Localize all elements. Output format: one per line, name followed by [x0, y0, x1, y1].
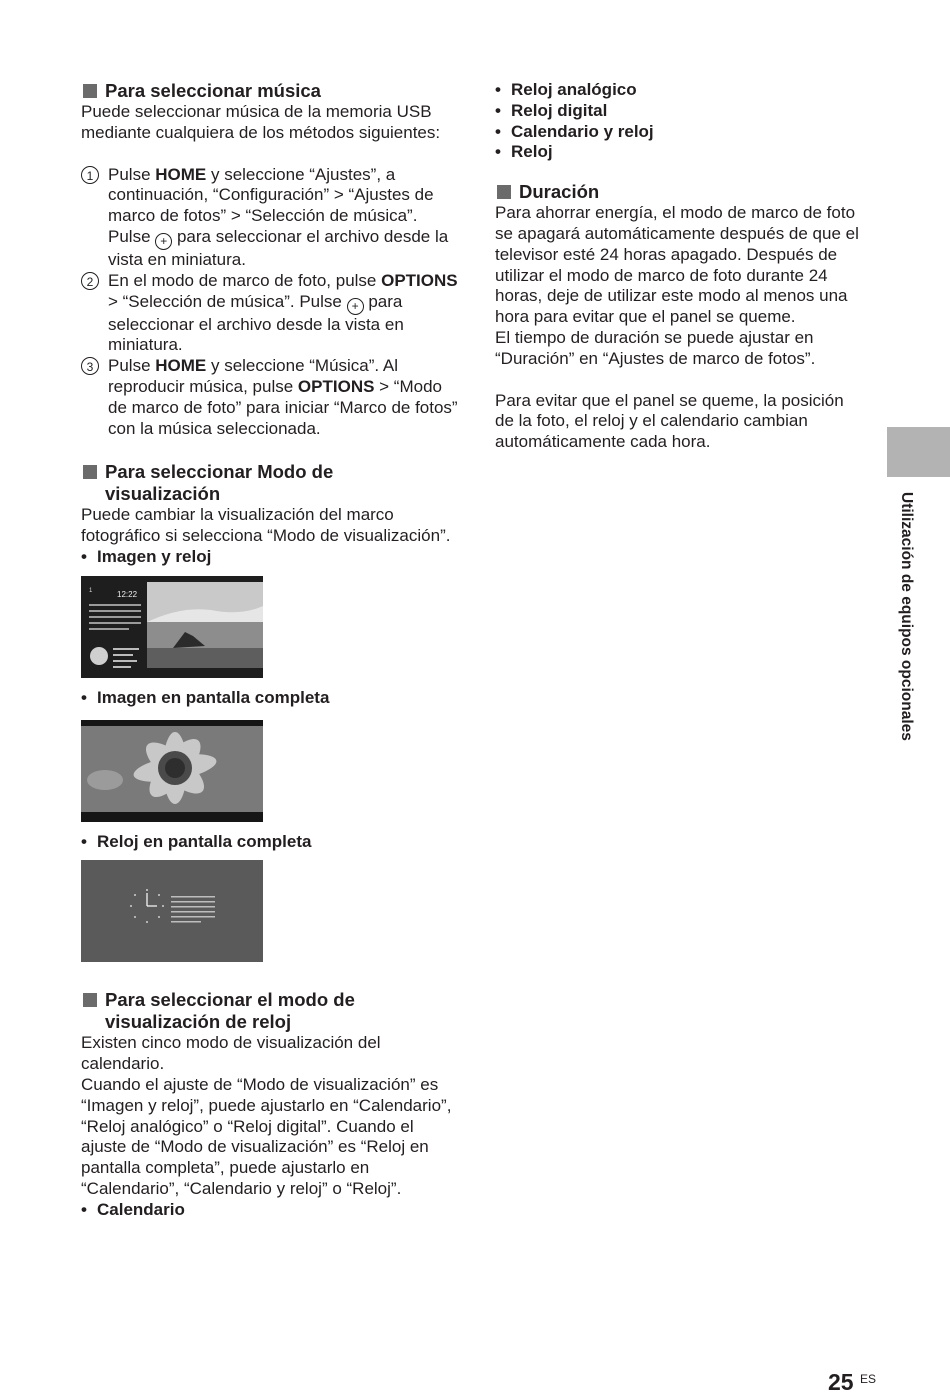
- list-item: • Reloj en pantalla completa: [81, 831, 312, 851]
- square-bullet-icon: [497, 185, 511, 199]
- square-bullet-icon: [83, 84, 97, 98]
- music-heading: [81, 80, 461, 102]
- duration-heading: [495, 181, 865, 203]
- music-intro: Puede seleccionar música de la memoria USB mediante cualquiera de los métodos siguientes:: [81, 102, 441, 142]
- list-item: • Imagen y reloj: [81, 546, 212, 566]
- list-item: • Reloj digital: [495, 100, 608, 120]
- right-column: [495, 80, 865, 453]
- display-title: Para seleccionar Modo de visualización: [105, 461, 334, 505]
- left-column: [81, 80, 461, 1221]
- section-tab: [887, 427, 950, 477]
- duration-paragraph: Para ahorrar energía, el modo de marco de foto se apagará automáticamente después de que el televisor esté 24 horas apagado. Después de utilizar el modo de marco de foto durante 24 horas, deje de utilizar este modo al menos una hora para evitar que el panel se queme.: [495, 203, 859, 327]
- clock-title: Para seleccionar el modo de visualización de reloj: [105, 989, 355, 1033]
- duration-paragraph: Para evitar que el panel se queme, la posición de la foto, el reloj y el calendario cambian automáticamente cada hora.: [495, 390, 844, 452]
- clock-paragraph: Cuando el ajuste de “Modo de visualización” es “Imagen y reloj”, puede ajustarlo en “Calendario”, “Reloj analógico” o “Reloj digital”. Cuando el ajuste de “Modo de visualización” es “Reloj en pantalla completa”, puede ajustarlo en “Calendario”, “Calendario y reloj” o “Reloj”.: [81, 1074, 452, 1198]
- svg-text:12:22: 12:22: [117, 589, 138, 599]
- svg-text:1: 1: [89, 587, 93, 594]
- display-heading: [81, 461, 461, 505]
- duration-title: Duración: [519, 181, 600, 203]
- list-item: • Imagen en pantalla completa: [81, 687, 330, 707]
- list-item: • Calendario: [81, 1199, 185, 1219]
- music-step: 3 Pulse HOME y seleccione “Música”. Al reproducir música, pulse OPTIONS > “Modo de marco de foto” para iniciar “Marco de fotos” con la música seleccionada.: [81, 356, 461, 439]
- enter-button-icon: +: [347, 298, 364, 315]
- music-step: 1 Pulse HOME y seleccione “Ajustes”, a continuación, “Configuración” > “Ajustes de marco de fotos” > “Selección de música”. Pulse + para seleccionar el archivo desde la vista en miniatura.: [81, 165, 461, 271]
- enter-button-icon: +: [155, 233, 172, 250]
- section-label: Utilización de equipos opcionales: [898, 492, 915, 741]
- music-title: Para seleccionar música: [105, 80, 321, 101]
- list-item: • Calendario y reloj: [495, 121, 654, 141]
- fullscreen-clock-screenshot: [81, 860, 263, 962]
- square-bullet-icon: [83, 465, 97, 479]
- music-step: 2 En el modo de marco de foto, pulse OPTIONS > “Selección de música”. Pulse + para seleccionar el archivo desde la vista en miniatura.: [81, 271, 461, 356]
- list-item: • Reloj analógico: [495, 80, 637, 99]
- step-number: 2: [81, 272, 99, 290]
- step-number: 3: [81, 357, 99, 375]
- clock-heading: [81, 989, 461, 1033]
- display-intro: Puede cambiar la visualización del marco fotográfico si selecciona “Modo de visualización”.: [81, 505, 451, 546]
- fullscreen-image-screenshot: [81, 720, 263, 822]
- music-steps: [81, 165, 461, 440]
- list-item: • Reloj: [495, 142, 553, 162]
- step-number: 1: [81, 166, 99, 184]
- image-and-clock-screenshot: [81, 576, 263, 678]
- duration-paragraph: El tiempo de duración se puede ajustar en “Duración” en “Ajustes de marco de fotos”.: [495, 327, 816, 368]
- page-number: 25 $^{ES}$: [828, 1369, 876, 1395]
- square-bullet-icon: [83, 993, 97, 1007]
- clock-paragraph: Existen cinco modo de visualización del calendario.: [81, 1033, 381, 1074]
